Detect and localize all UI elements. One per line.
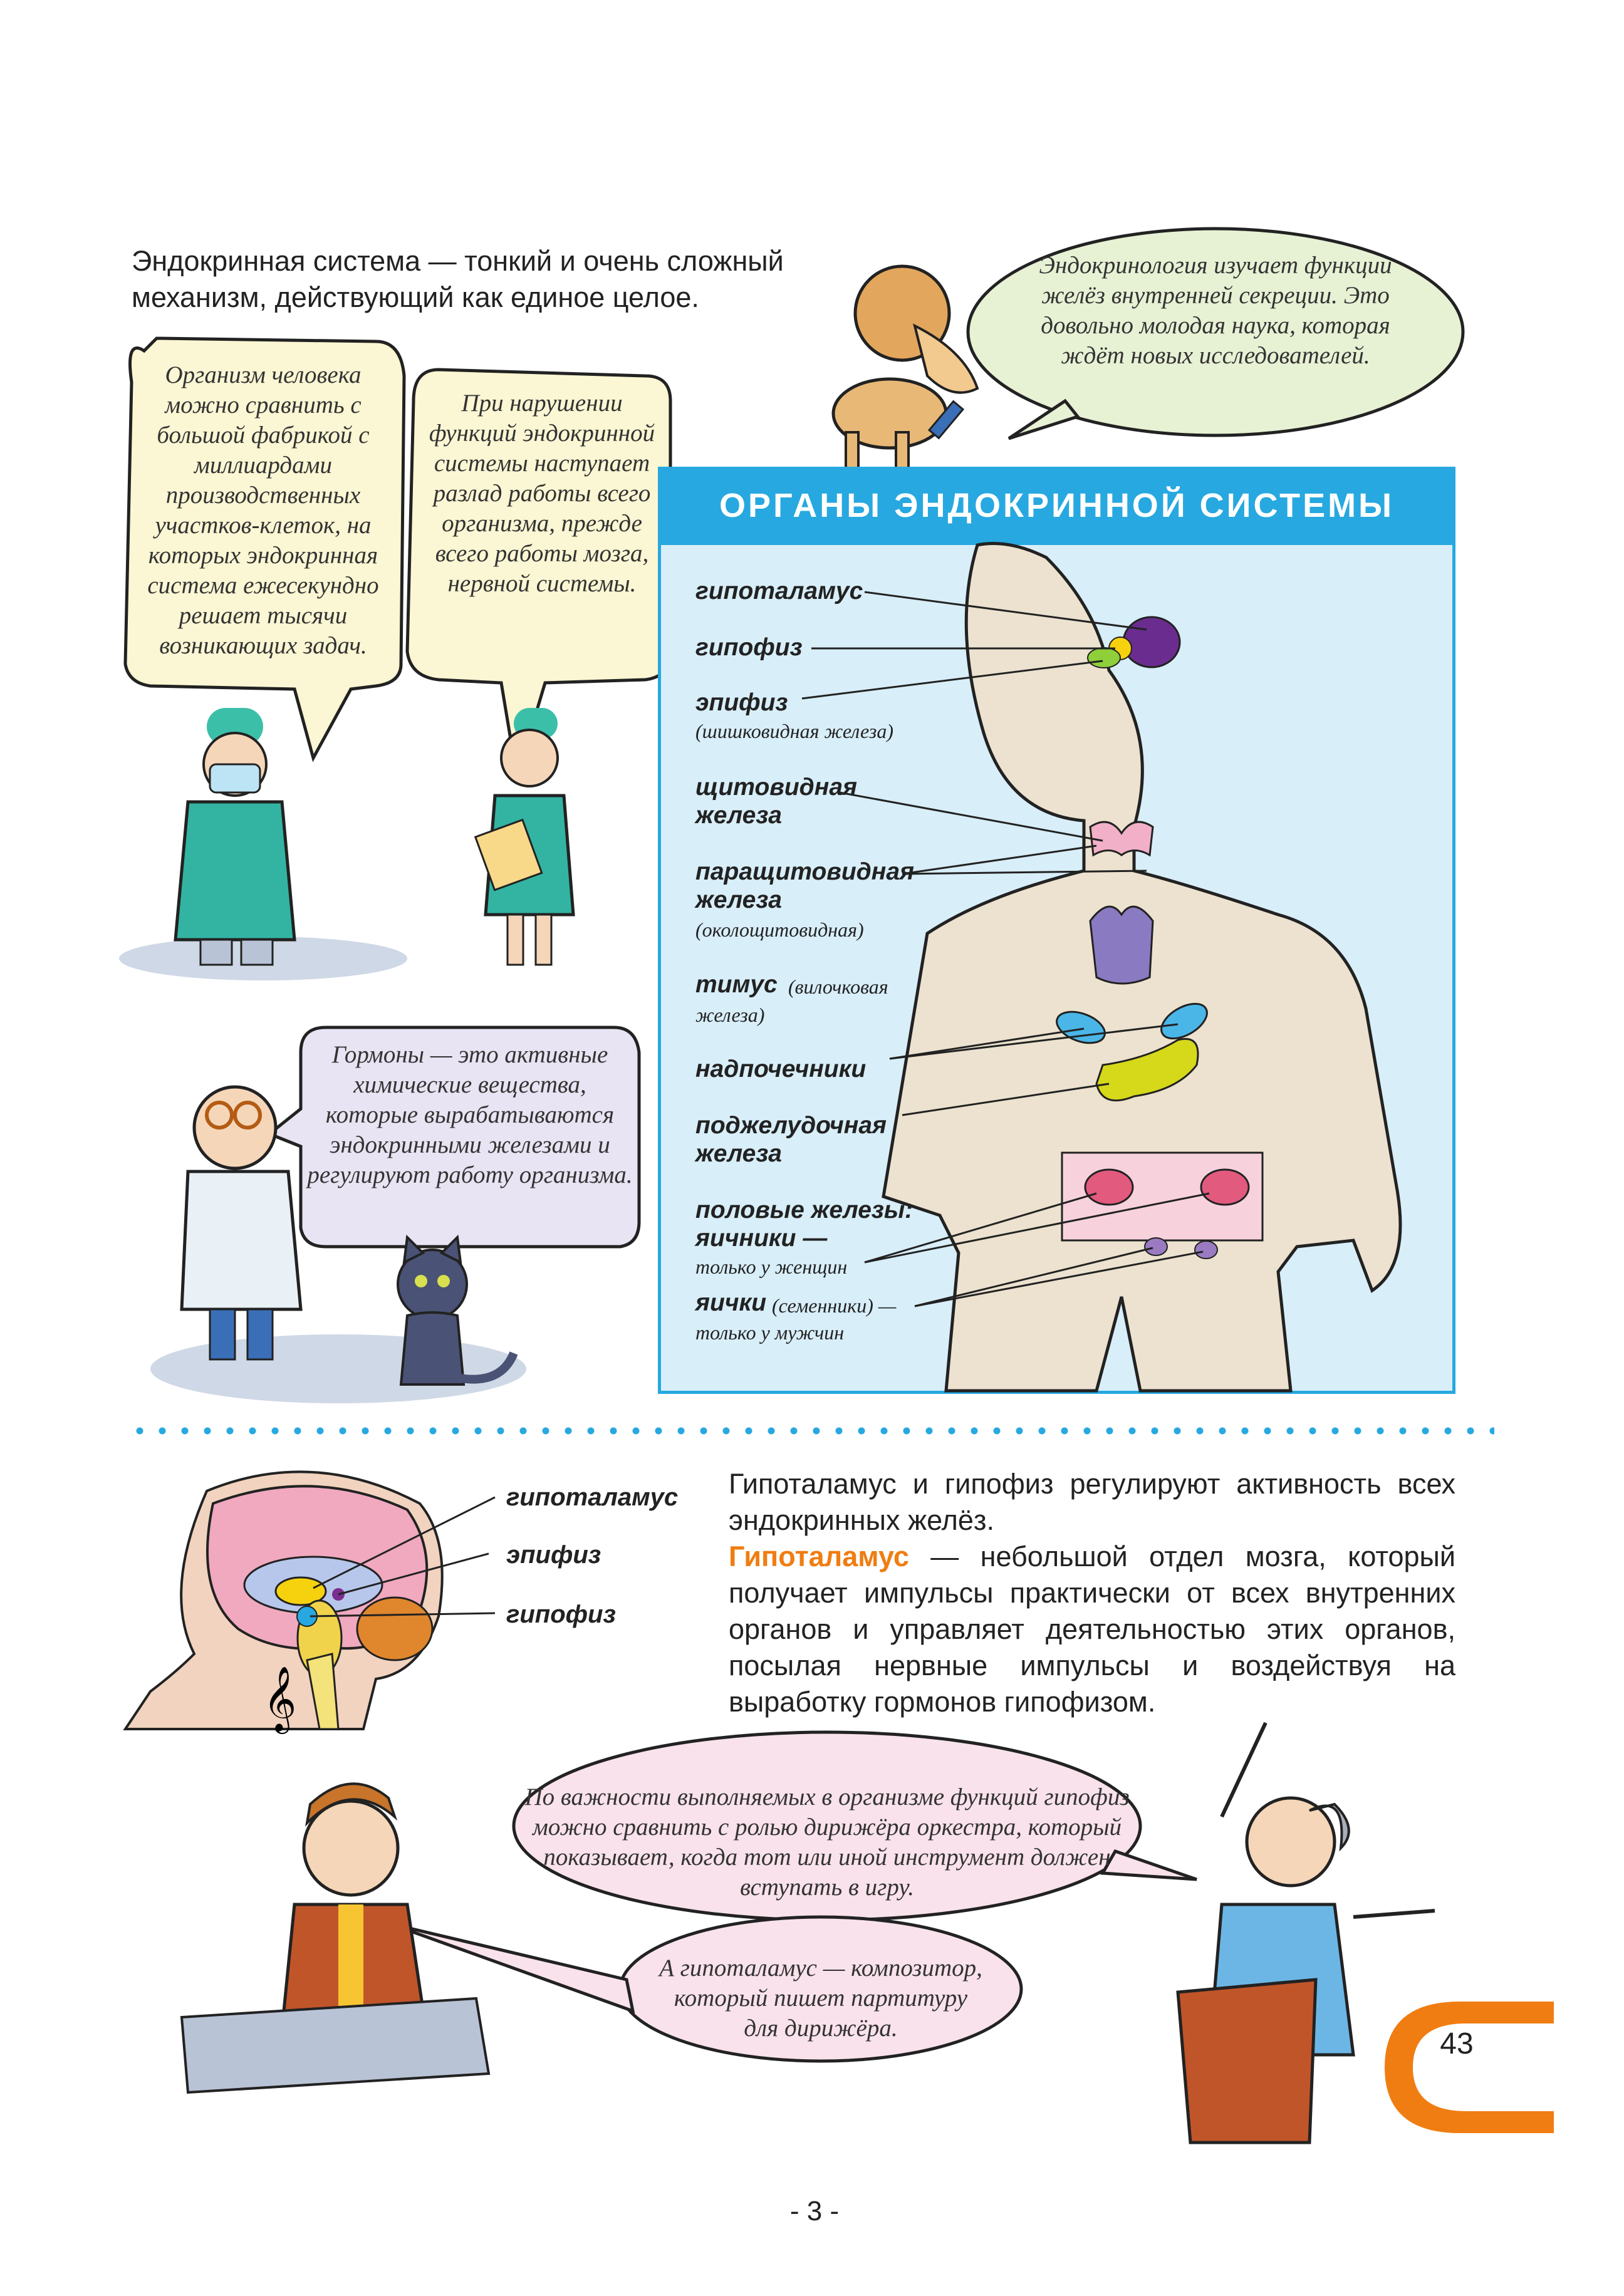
label-pancreas-1: поджелудочная (695, 1112, 887, 1139)
label-pituitary: гипофиз (695, 634, 803, 661)
label-pancreas-2: железа (695, 1140, 782, 1167)
paragraph-1: Гипоталамус и гипофиз регулируют активность всех эндокринных желёз. (729, 1468, 1455, 1536)
hypothalamus-paragraph (729, 1466, 1455, 1720)
label-testes-sub: (семенники) — (772, 1294, 897, 1317)
brain-label-hypothalamus: гипоталамус (506, 1483, 679, 1511)
label-thyroid-1: щитовидная (695, 774, 857, 801)
label-ovaries-sub: только у женщин (695, 1255, 848, 1278)
brain-label-epiphysis: эпифиз (506, 1541, 601, 1569)
label-gonads: половые железы: (695, 1197, 914, 1223)
panel-title: ОРГАНЫ ЭНДОКРИННОЙ СИСТЕМЫ (658, 467, 1455, 545)
dotted-divider (128, 1427, 1494, 1435)
bubble-composer-text: А гипоталамус — композитор, который пишет партитуру для дирижёра. (659, 1955, 982, 2042)
hypothalamus-gland (1123, 617, 1180, 667)
bubble-conductor-text: По важности выполняемых в организме функций гипофиз можно сравнить с ролью дирижёра оркестра, который показывает, когда тот или иной инструмент должен вступать в игру. (524, 1784, 1130, 1901)
label-thymus-sub-2: железа) (695, 1004, 765, 1026)
testis-left (1145, 1238, 1167, 1255)
bubble-disorder-text: При нарушении функций эндокринной системы наступает разлад работы всего организма, прежде всего работы мозга, нервной системы. (429, 390, 655, 597)
brain-illustration (125, 1466, 526, 1729)
bubble-endocrinology-text: Эндокринология изучает функции желёз внутренней секреции. Это довольно молодая наука, которая ждёт новых исследователей. (1039, 252, 1392, 369)
label-parathyroid-1: паращитовидная (695, 858, 915, 885)
nurse-illustration (476, 708, 573, 965)
footer-page-marker: - 3 - (789, 2196, 840, 2226)
label-epiphysis-sub: (шишковидная железа) (695, 720, 893, 742)
treble-clef-icon: 𝄞 (263, 1668, 297, 1730)
label-thymus: тимус (695, 971, 778, 998)
label-hypothalamus: гипоталамус (695, 578, 863, 605)
label-epiphysis: эпифиз (695, 689, 788, 716)
label-thymus-sub-1: (вилочковая (788, 975, 888, 998)
epiphysis-gland (1088, 648, 1120, 668)
doctor-illustration (119, 708, 407, 980)
bubble-factory-text: Организм человека можно сравнить с большой фабрикой с миллиардами производственных участков-клеток, на которых эндокринная система ежесекундно решает тысячи возникающих задач. (147, 361, 379, 659)
thymus-gland (1090, 906, 1153, 984)
composer-illustration (182, 1667, 489, 2092)
testis-right (1195, 1241, 1217, 1259)
term-hypothalamus: Гипоталамус (729, 1540, 909, 1572)
label-parathyroid-sub: (околощитовидная) (695, 918, 864, 941)
paragraph-2: — небольшой отдел мозга, который получает импульсы практически от всех внутренних органов и управляет деятельностью этих органов, посылая нервные импульсы и воздействуя на выработку гормонов гипофизом. (729, 1540, 1455, 1718)
label-testes: яички (695, 1289, 767, 1316)
label-thyroid-2: железа (695, 802, 782, 829)
bubble-hormones-text: Гормоны — это активные химические вещества, которые вырабатываются эндокринными железами и регулируют работу организма. (307, 1041, 633, 1188)
ovary-right (1201, 1170, 1249, 1205)
dog-illustration (833, 266, 977, 470)
label-adrenal: надпочечники (695, 1056, 867, 1083)
label-ovaries: яичники — (695, 1225, 828, 1252)
label-testes-sub-2: только у мужчин (695, 1321, 845, 1344)
label-parathyroid-2: железа (695, 886, 782, 913)
intro-text: Эндокринная система — тонкий и очень сложный механизм, действующий как единое целое. (132, 245, 784, 313)
page-number: 43 (1440, 2027, 1474, 2060)
ovary-left (1085, 1170, 1133, 1205)
brain-label-pituitary: гипофиз (506, 1601, 616, 1628)
